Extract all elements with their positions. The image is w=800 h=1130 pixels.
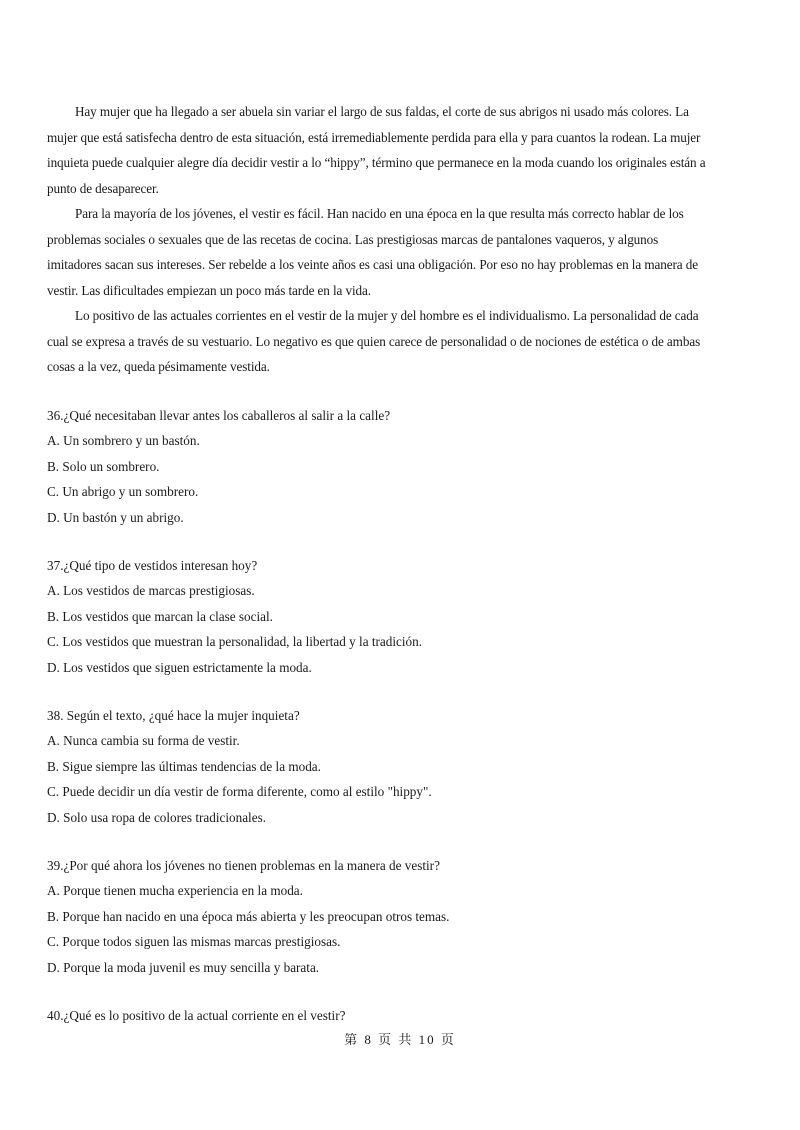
page-number-footer: 第 8 页 共 10 页 xyxy=(344,1032,456,1047)
question-text: 38. Según el texto, ¿qué hace la mujer inquieta? xyxy=(47,708,300,723)
passage-paragraph-1: Hay mujer que ha llegado a ser abuela sin variar el largo de sus faldas, el corte de sus abrigos ni usado más colores. La mujer que está satisfecha dentro de esta situación, está irremediablemente perdida para ella y para cuantos la rodean. La mujer inquieta puede cualquier alegre día decidir vestir a lo “hippy”, término que permanece en la moda cuando los originales están a punto de desaparecer. xyxy=(47,104,706,196)
option-a: A. Un sombrero y un bastón. xyxy=(47,433,200,449)
option-b: B. Solo un sombrero. xyxy=(47,458,160,474)
option-c: C. Porque todos siguen las mismas marcas prestigiosas. xyxy=(47,934,341,950)
option-c: C. Los vestidos que muestran la personalidad, la libertad y la tradición. xyxy=(47,634,423,650)
option-d: D. Un bastón y un abrigo. xyxy=(47,509,184,525)
question-38 xyxy=(47,703,707,830)
option-a: A. Porque tienen mucha experiencia en la moda. xyxy=(47,883,303,899)
passage-paragraph-3: Lo positivo de las actuales corrientes en el vestir de la mujer y del hombre es el individualismo. La personalidad de cada cual se expresa a través de su vestuario. Lo negativo es que quien carece de personalidad o de nociones de estética o de ambas cosas a la vez, queda pésimamente vestida. xyxy=(47,308,701,374)
question-37 xyxy=(47,553,707,680)
option-c: C. Puede decidir un día vestir de forma diferente, como al estilo "hippy". xyxy=(47,784,432,800)
question-text: 36.¿Qué necesitaban llevar antes los caballeros al salir a la calle? xyxy=(47,408,391,423)
option-d: D. Porque la moda juvenil es muy sencilla y barata. xyxy=(47,959,320,975)
passage-paragraph-2: Para la mayoría de los jóvenes, el vestir es fácil. Han nacido en una época en la que resulta más correcto hablar de los problemas sociales o sexuales que de las recetas de cocina. Las prestigiosas marcas de pantalones vaqueros, y algunos imitadores sacan sus intereses. Ser rebelde a los veinte años es casi una obligación. Por eso no hay problemas en la manera de vestir. Las dificultades empiezan un poco más tarde en la vida. xyxy=(47,206,698,298)
option-b: B. Sigue siempre las últimas tendencias de la moda. xyxy=(47,758,321,774)
question-text: 39.¿Por qué ahora los jóvenes no tienen problemas en la manera de vestir? xyxy=(47,858,440,873)
option-d: D. Los vestidos que siguen estrictamente la moda. xyxy=(47,659,312,675)
question-text: 40.¿Qué es lo positivo de la actual corriente en el vestir? xyxy=(47,1008,346,1023)
question-36 xyxy=(47,403,707,530)
question-39 xyxy=(47,853,707,980)
option-c: C. Un abrigo y un sombrero. xyxy=(47,484,199,500)
option-b: B. Los vestidos que marcan la clase social. xyxy=(47,608,273,624)
question-text: 37.¿Qué tipo de vestidos interesan hoy? xyxy=(47,558,258,573)
option-d: D. Solo usa ropa de colores tradicionales. xyxy=(47,809,266,825)
option-a: A. Nunca cambia su forma de vestir. xyxy=(47,733,240,749)
option-b: B. Porque han nacido en una época más abierta y les preocupan otros temas. xyxy=(47,908,450,924)
question-40 xyxy=(47,1003,707,1028)
option-a: A. Los vestidos de marcas prestigiosas. xyxy=(47,583,255,599)
